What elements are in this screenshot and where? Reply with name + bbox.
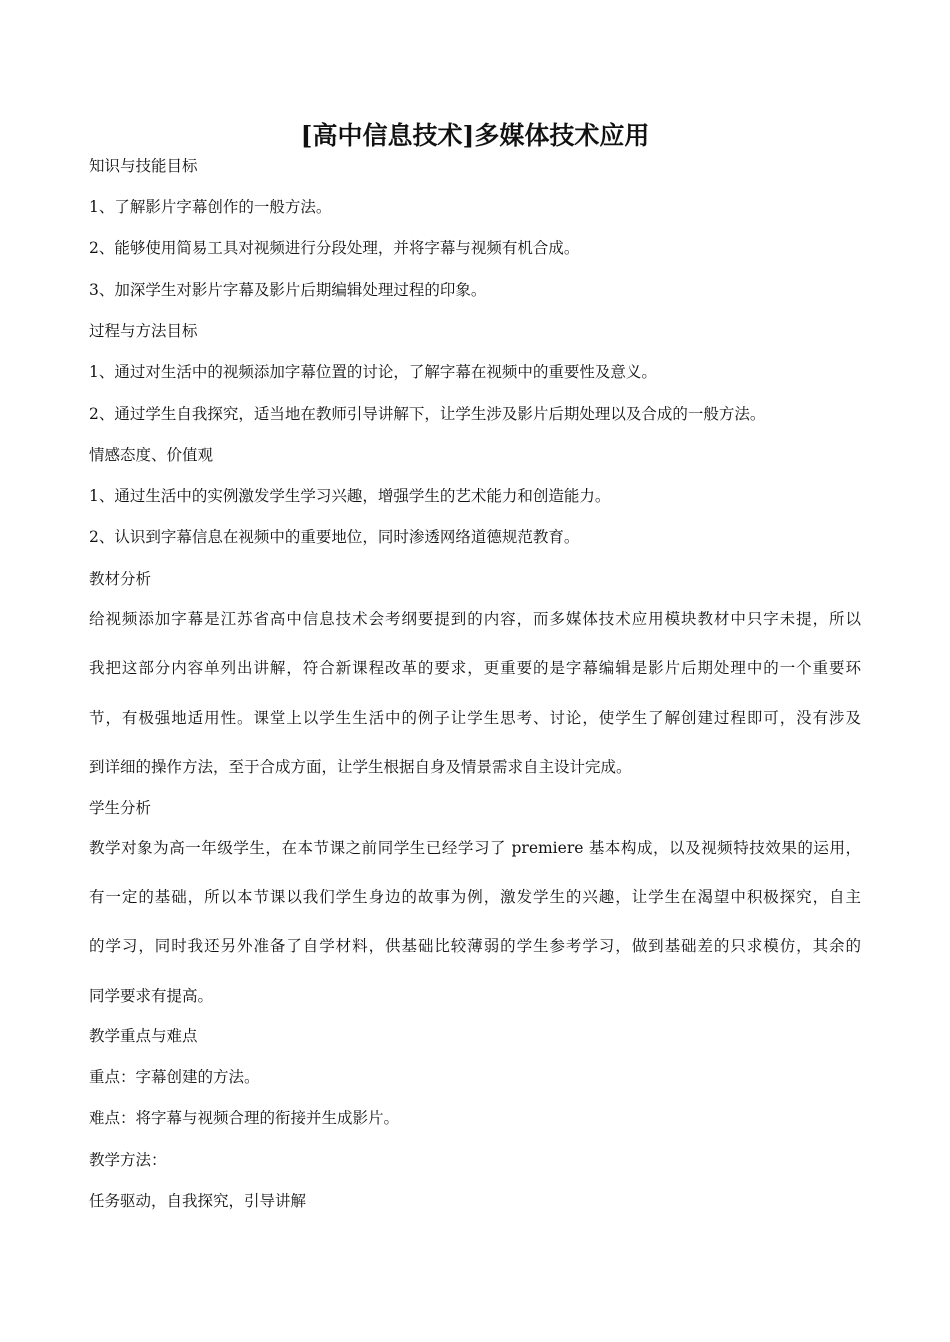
paragraph-line: 难点：将字幕与视频合理的衔接并生成影片。 [89, 1109, 400, 1127]
section-heading: 情感态度、价值观 [89, 446, 214, 464]
paragraph-line: 有一定的基础，所以本节课以我们学生身边的故事为例，激发学生的兴趣，让学生在渴望中积极探究，自主 [89, 888, 861, 906]
paragraph-line: 1、通过对生活中的视频添加字幕位置的讨论，了解字幕在视频中的重要性及意义。 [89, 363, 657, 381]
paragraph-line: 1、了解影片字幕创作的一般方法。 [89, 198, 332, 216]
paragraph-line: 2、通过学生自我探究，适当地在教师引导讲解下，让学生涉及影片后期处理以及合成的一般方法。 [89, 405, 766, 423]
document-title: [高中信息技术]多媒体技术应用 [300, 121, 650, 150]
paragraph-line: 2、认识到字幕信息在视频中的重要地位，同时渗透网络道德规范教育。 [89, 528, 580, 546]
paragraph-line: 教学对象为高一年级学生，在本节课之前同学生已经学习了 premiere 基本构成，以及视频特技效果的运用， [89, 839, 861, 857]
section-heading: 学生分析 [89, 799, 152, 817]
section-heading: 教学方法： [89, 1151, 167, 1169]
paragraph-line: 1、通过生活中的实例激发学生学习兴趣，增强学生的艺术能力和创造能力。 [89, 487, 611, 505]
paragraph-line: 3、加深学生对影片字幕及影片后期编辑处理过程的印象。 [89, 281, 487, 299]
section-heading: 教学重点与难点 [89, 1027, 198, 1045]
paragraph-line: 同学要求有提高。 [89, 987, 214, 1005]
paragraph-line: 到详细的操作方法，至于合成方面，让学生根据自身及情景需求自主设计完成。 [89, 758, 632, 776]
paragraph-line: 给视频添加字幕是江苏省高中信息技术会考纲要提到的内容，而多媒体技术应用模块教材中只字未提，所以 [89, 610, 861, 628]
paragraph-line: 节，有极强地适用性。课堂上以学生生活中的例子让学生思考、讨论，使学生了解创建过程即可，没有涉及 [89, 709, 861, 727]
paragraph-line: 2、能够使用简易工具对视频进行分段处理，并将字幕与视频有机合成。 [89, 239, 580, 257]
paragraph-line: 任务驱动，自我探究，引导讲解 [89, 1192, 307, 1210]
section-heading: 过程与方法目标 [89, 322, 198, 340]
paragraph-line: 的学习，同时我还另外准备了自学材料，供基础比较薄弱的学生参考学习，做到基础差的只求模仿，其余的 [89, 937, 861, 955]
paragraph-line: 我把这部分内容单列出讲解，符合新课程改革的要求，更重要的是字幕编辑是影片后期处理中的一个重要环 [89, 659, 861, 677]
paragraph-line: 重点：字幕创建的方法。 [89, 1068, 260, 1086]
section-heading: 知识与技能目标 [89, 157, 198, 175]
section-heading: 教材分析 [89, 570, 152, 588]
